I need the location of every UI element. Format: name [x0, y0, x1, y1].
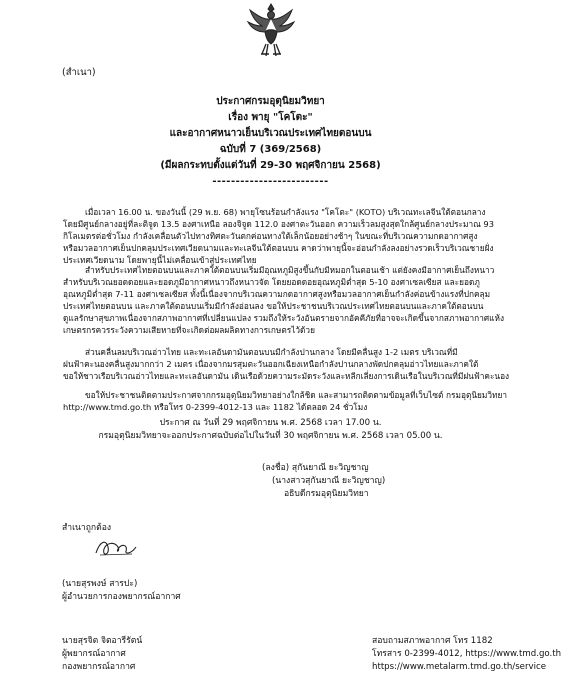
paragraph-line: สำหรับบริเวณยอดดอยและยอดภูมีอากาศหนาวถึงหนาวจัด โดยยอดดอยอุณหภูมิต่ำสุด 5-10 องศาเซลเซียส และยอดภู: [63, 277, 480, 287]
paragraph-line: อุณหภูมิต่ำสุด 7-11 องศาเซลเซียส ทั้งนี้เนื่องจากบริเวณความกดอากาศสูงหรือมวลอากาศเย็นกำลังค่อนข้างแรงที่ปกคลุม: [63, 289, 491, 299]
forecaster-name: นายสุรจิต จิตอารีรัตน์: [62, 636, 143, 646]
paragraph-line: ขอให้ชาวเรือบริเวณอ่าวไทยและทะเลอันดามัน เดินเรือด้วยความระมัดระวังและหลีกเลี่ยงการเดินเรือในบริเวณที่มีฝนฟ้าคะนอง: [63, 371, 510, 381]
forecaster-division: กองพยากรณ์อากาศ: [62, 662, 136, 672]
forecaster-role: ผู้พยากรณ์อากาศ: [62, 649, 126, 659]
paragraph-storm: [63, 206, 494, 266]
issued-at: ประกาศ ณ วันที่ 29 พฤศจิกายน พ.ศ. 2568 เวลา 17.00 น.: [159, 418, 382, 428]
paragraph-line: เกษตรกรควรระวังความเสียหายที่จะเกิดต่อผลผลิตทางการเกษตรไว้ด้วย: [63, 325, 315, 335]
paragraph-line: โดยมีศูนย์กลางอยู่ที่ละติจูด 13.5 องศาเหนือ ลองจิจูด 112.0 องศาตะวันออก ความเร็วลมสูงสุดใกล้ศูนย์กลางประมาณ 93: [63, 219, 494, 229]
signatory-name: (นางสาวสุกันยาณี ยะวิญชาญ): [272, 476, 386, 486]
paragraph-line: ดูแลรักษาสุขภาพเนื่องจากสภาพอากาศที่เปลี่ยนแปลง รวมถึงให้ระวังอันตรายจากอัคคีภัยที่อาจจะเกิดขึ้นจากสภาพอากาศแห้ง: [63, 313, 504, 323]
paragraph-line: สำหรับประเทศไทยตอนบนและภาคใต้ตอนบนเริ่มมีอุณหภูมิสูงขึ้นกับมีหมอกในตอนเช้า แต่ยังคงมีอากาศเย็นถึงหนาว: [85, 265, 495, 275]
paragraph-waves: [63, 346, 510, 382]
paragraph-cold-weather: [63, 264, 504, 336]
hotline-info: สอบถามสภาพอากาศ โทร 1182: [372, 636, 493, 646]
subject-line-2: และอากาศหนาวเย็นบริเวณประเทศไทยตอนบน: [169, 128, 372, 139]
handwritten-signature: [92, 535, 140, 561]
paragraph-line: ฝนฟ้าคะนองคลื่นสูงมากกว่า 2 เมตร เนื่องจากมรสุมตะวันออกเฉียงเหนือกำลังปานกลางพัดปกคลุมอ่าวไทยและภาคใต้: [63, 359, 479, 369]
fax-website: โทรสาร 0-2399-4012, https://www.tmd.go.th: [372, 649, 561, 659]
service-website: https://www.metalarm.tmd.go.th/service: [372, 662, 546, 672]
garuda-emblem-icon: [244, 2, 298, 60]
paragraph-line: หรือมวลอากาศเย็นปกคลุมประเทศเวียดนามและทะเลจีนใต้ตอนบน คาดว่าพายุนี้จะอ่อนกำลังลงอย่างรวดเร็วบริเวณชายฝั่ง: [63, 243, 494, 253]
paragraph-line: ประเทศไทยตอนบน และภาคใต้ตอนบนเริ่มมีกำลังอ่อนลง ขอให้ประชาชนบริเวณประเทศไทยตอนบนและภาคใต้ตอนบน: [63, 301, 484, 311]
effective-period: (มีผลกระทบตั้งแต่วันที่ 29-30 พฤศจิกายน 2568): [160, 160, 381, 171]
copy-tag: (สำเนา): [62, 67, 96, 78]
certifier-name: (นายสุรพงษ์ สารปะ): [62, 579, 138, 589]
paragraph-contact: [63, 389, 508, 413]
agency-title: ประกาศกรมอุตุนิยมวิทยา: [216, 96, 325, 107]
paragraph-line: เมื่อเวลา 16.00 น. ของวันนี้ (29 พ.ย. 68) พายุโซนร้อนกำลังแรง "โคโตะ" (KOTO) บริเวณทะเลจีนใต้ตอนกลาง: [85, 207, 486, 217]
subject-line: เรื่อง พายุ "โคโตะ": [228, 112, 313, 123]
paragraph-line: ประเทศเวียดนาม โดยพายุนี้ไม่เคลื่อนเข้าสู่ประเทศไทย: [63, 255, 257, 265]
issue-number: ฉบับที่ 7 (369/2568): [219, 144, 322, 155]
paragraph-line: http://www.tmd.go.th หรือโทร 0-2399-4012-13 และ 1182 ได้ตลอด 24 ชั่วโมง: [63, 402, 368, 412]
paragraph-line: ส่วนคลื่นลมบริเวณอ่าวไทย และทะเลอันดามันตอนบนมีกำลังปานกลาง โดยมีคลื่นสูง 1-2 เมตร บริเวณที่มี: [85, 347, 458, 357]
signed-line: (ลงชื่อ) สุกันยาณี ยะวิญชาญ: [262, 463, 369, 473]
signatory-position: อธิบดีกรมอุตุนิยมวิทยา: [284, 489, 369, 499]
header-divider: -------------------------: [212, 176, 329, 187]
paragraph-line: กิโลเมตรต่อชั่วโมง กำลังเคลื่อนตัวไปทางทิศตะวันตกค่อนทางใต้เล็กน้อยอย่างช้าๆ ในขณะที่บริเวณความกดอากาศสูง: [63, 231, 478, 241]
next-bulletin: กรมอุตุนิยมวิทยาจะออกประกาศฉบับต่อไปในวันที่ 30 พฤศจิกายน พ.ศ. 2568 เวลา 05.00 น.: [98, 431, 443, 441]
certified-label: สำเนาถูกต้อง: [62, 523, 112, 533]
certifier-position: ผู้อำนวยการกองพยากรณ์อากาศ: [62, 592, 181, 602]
paragraph-line: ขอให้ประชาชนติดตามประกาศจากกรมอุตุนิยมวิทยาอย่างใกล้ชิด และสามารถติดตามข้อมูลที่เว็บไซต์ กรมอุตุนิยมวิทยา: [85, 390, 508, 400]
